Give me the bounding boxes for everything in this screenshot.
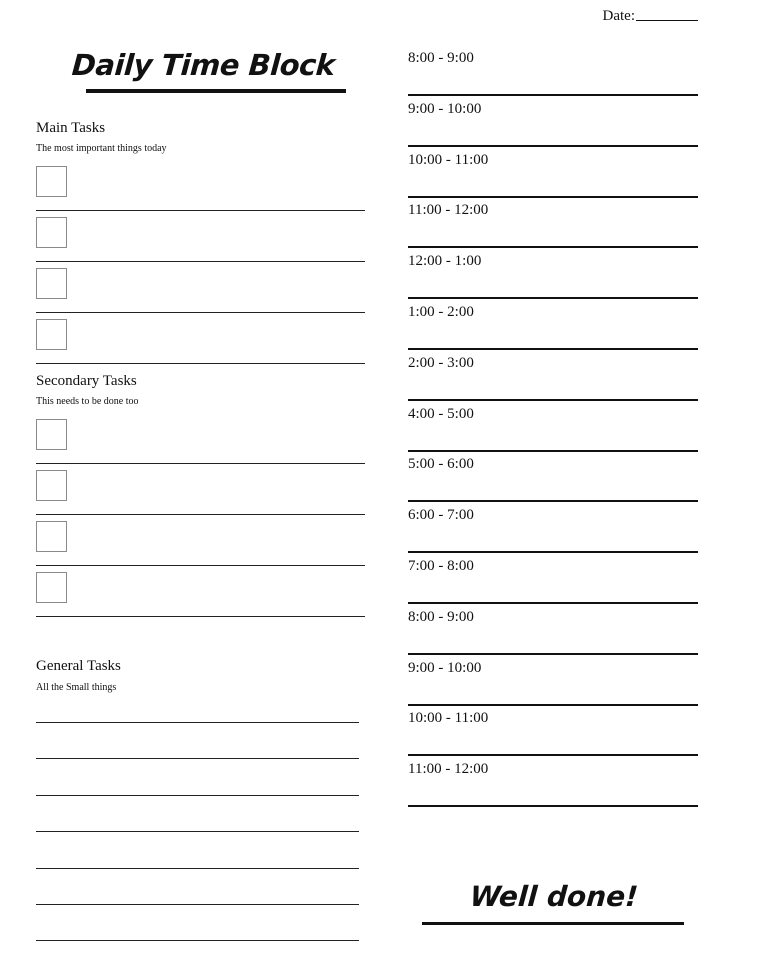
time-slot[interactable] bbox=[408, 553, 698, 604]
main-task-checkbox[interactable] bbox=[36, 319, 67, 350]
time-slot[interactable] bbox=[408, 299, 698, 350]
time-slot-label: 4:00 - 5:00 bbox=[408, 405, 474, 422]
well-done-message: Well done! bbox=[468, 880, 640, 913]
secondary-task-row[interactable] bbox=[36, 464, 365, 515]
date-field[interactable] bbox=[603, 6, 698, 25]
secondary-task-row[interactable] bbox=[36, 566, 365, 617]
time-slot[interactable] bbox=[408, 655, 698, 706]
general-task-line[interactable] bbox=[36, 722, 359, 723]
secondary-task-row[interactable] bbox=[36, 515, 365, 566]
main-task-row[interactable] bbox=[36, 262, 365, 313]
time-slot[interactable] bbox=[408, 147, 698, 198]
title-underline bbox=[86, 89, 346, 93]
date-input-line[interactable] bbox=[636, 6, 698, 21]
main-task-checkbox[interactable] bbox=[36, 166, 67, 197]
well-done-underline bbox=[422, 922, 684, 925]
time-slot[interactable] bbox=[408, 96, 698, 147]
secondary-task-checkbox[interactable] bbox=[36, 419, 67, 450]
main-task-row[interactable] bbox=[36, 211, 365, 262]
time-slot[interactable] bbox=[408, 401, 698, 452]
main-task-checkbox[interactable] bbox=[36, 268, 67, 299]
time-slot[interactable] bbox=[408, 756, 698, 807]
secondary-task-checkbox[interactable] bbox=[36, 572, 67, 603]
time-slot[interactable] bbox=[408, 451, 698, 502]
time-slot-label: 10:00 - 11:00 bbox=[408, 151, 489, 168]
general-task-line[interactable] bbox=[36, 868, 359, 869]
secondary-tasks-heading: Secondary Tasks bbox=[36, 373, 137, 389]
time-slot[interactable] bbox=[408, 604, 698, 655]
main-task-checkbox[interactable] bbox=[36, 217, 67, 248]
general-tasks-subtitle: All the Small things bbox=[36, 682, 117, 693]
main-tasks-heading: Main Tasks bbox=[36, 120, 106, 136]
date-label: Date: bbox=[602, 8, 635, 24]
time-slot[interactable] bbox=[408, 705, 698, 756]
general-task-line[interactable] bbox=[36, 940, 359, 941]
time-slot[interactable] bbox=[408, 350, 698, 401]
time-slot-label: 11:00 - 12:00 bbox=[408, 761, 489, 778]
secondary-tasks-subtitle: This needs to be done too bbox=[36, 396, 139, 407]
time-slot[interactable] bbox=[408, 248, 698, 299]
secondary-task-checkbox[interactable] bbox=[36, 521, 67, 552]
general-task-line[interactable] bbox=[36, 904, 359, 905]
main-task-row[interactable] bbox=[36, 313, 365, 364]
general-task-line[interactable] bbox=[36, 795, 359, 796]
main-tasks-subtitle: The most important things today bbox=[36, 143, 167, 154]
page-title: Daily Time Block bbox=[70, 48, 336, 82]
time-slot-label: 9:00 - 10:00 bbox=[408, 659, 482, 676]
time-slot-label: 9:00 - 10:00 bbox=[408, 100, 482, 117]
time-slot-label: 7:00 - 8:00 bbox=[408, 558, 474, 574]
time-slot-label: 6:00 - 7:00 bbox=[408, 507, 474, 524]
time-slot-label: 1:00 - 2:00 bbox=[408, 304, 474, 320]
time-slot-label: 8:00 - 9:00 bbox=[408, 608, 474, 625]
time-slot-label: 5:00 - 6:00 bbox=[408, 456, 474, 473]
time-slot-label: 8:00 - 9:00 bbox=[408, 50, 474, 66]
secondary-task-row[interactable] bbox=[36, 413, 365, 464]
time-slot-label: 2:00 - 3:00 bbox=[408, 354, 474, 371]
time-slot-label: 12:00 - 1:00 bbox=[408, 253, 482, 270]
time-slot-label: 11:00 - 12:00 bbox=[408, 202, 489, 219]
general-tasks-heading: General Tasks bbox=[36, 658, 121, 674]
main-task-row[interactable] bbox=[36, 160, 365, 211]
time-slot-label: 10:00 - 11:00 bbox=[408, 710, 489, 727]
secondary-task-checkbox[interactable] bbox=[36, 470, 67, 501]
general-task-line[interactable] bbox=[36, 831, 359, 832]
general-task-line[interactable] bbox=[36, 758, 359, 759]
time-slot[interactable] bbox=[408, 45, 698, 96]
time-slot[interactable] bbox=[408, 502, 698, 553]
time-slot[interactable] bbox=[408, 197, 698, 248]
